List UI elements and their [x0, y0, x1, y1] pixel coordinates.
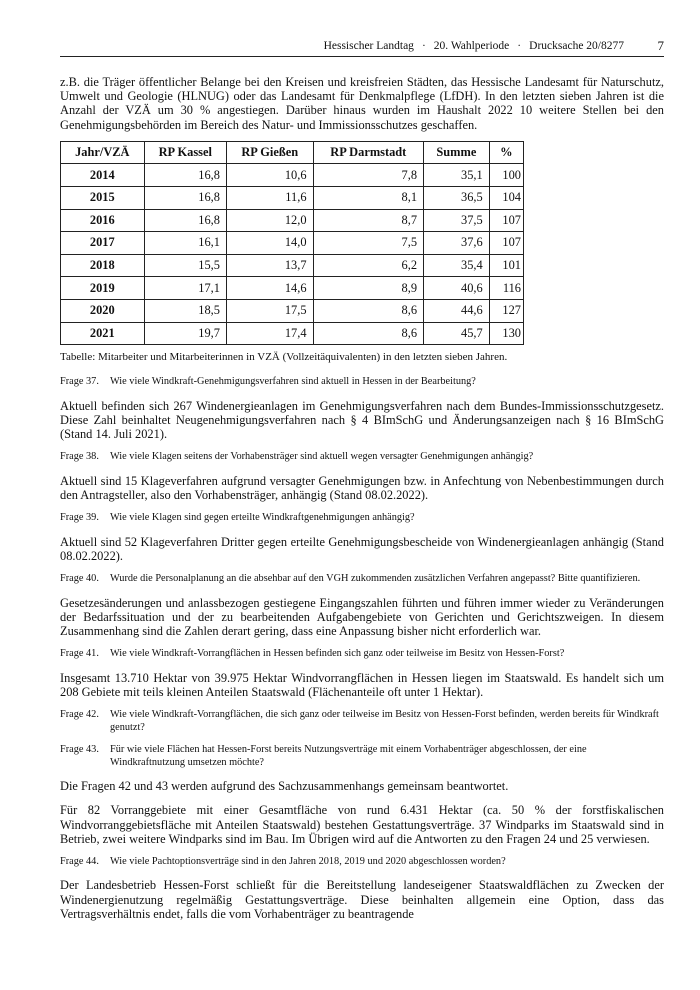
- header-meta: [324, 40, 624, 52]
- table-cell: 17,4: [226, 322, 313, 345]
- answer-42-43: Für 82 Vorranggebiete mit einer Gesamtfläche von rund 6.431 Hektar (ca. 50 % der forstfiskalischen Windvorranggebietsfläche mit Anteilen Staatswald) bestehen Gestattungsverträge. 37 Windparks im Staatswald sind in Betrieb, zwei weitere Windparks sind im Bau. Im Übrigen wird auf die Antworten zu den Fragen 24 und 25 verwiesen.: [60, 803, 664, 846]
- header-period: 20. Wahlperiode: [433, 40, 510, 52]
- question-number: Frage 41.: [60, 648, 99, 660]
- question-number: Frage 38.: [60, 451, 99, 463]
- table-header-cell: Jahr/VZÄ: [61, 141, 145, 164]
- document-page: [60, 38, 664, 921]
- question-42: [60, 709, 664, 734]
- table-year-cell: 2018: [61, 254, 145, 277]
- table-cell: 17,5: [226, 299, 313, 322]
- answer-42-43-intro: Die Fragen 42 und 43 werden aufgrund des Sachzusammenhangs gemeinsam beantwortet.: [60, 779, 509, 794]
- answer-38: Aktuell sind 15 Klageverfahren aufgrund versagter Genehmigungen bzw. in Anfechtung von Nebenbestimmungen durch den Antragsteller, also den Vorhabensträger, anhängig (Stand 08.02.2022).: [60, 473, 664, 502]
- table-cell: 8,6: [313, 299, 424, 322]
- table-year-cell: 2021: [61, 322, 145, 345]
- table-header-cell: RP Darmstadt: [313, 141, 424, 164]
- question-text: Wie viele Klagen sind gegen erteilte Windkraftgenehmigungen anhängig?: [110, 512, 415, 524]
- question-41: [60, 648, 664, 661]
- table-cell: 130: [489, 322, 523, 345]
- table-cell: 7,8: [313, 164, 424, 187]
- table-cell: 37,5: [424, 209, 490, 232]
- table-cell: 16,8: [144, 187, 226, 210]
- table-row: [61, 209, 524, 232]
- table-cell: 7,5: [313, 232, 424, 255]
- table-header-row: [61, 141, 524, 164]
- question-text: Wie viele Pachtoptionsverträge sind in den Jahren 2018, 2019 und 2020 abgeschlossen worden?: [110, 855, 506, 867]
- question-number: Frage 39.: [60, 512, 99, 524]
- table-cell: 45,7: [424, 322, 490, 345]
- question-38: [60, 451, 664, 464]
- vza-table: [60, 141, 524, 345]
- table-cell: 104: [489, 187, 523, 210]
- table-cell: 19,7: [144, 322, 226, 345]
- question-number: Frage 43.: [60, 744, 99, 756]
- header-separator: ·: [421, 40, 426, 52]
- table-year-cell: 2015: [61, 187, 145, 210]
- table-year-cell: 2017: [61, 232, 145, 255]
- table-cell: 17,1: [144, 277, 226, 300]
- answer-39: Aktuell sind 52 Klageverfahren Dritter gegen erteilte Genehmigungsbescheide von Windenergieanlagen anhängig (Stand 08.02.2022).: [60, 534, 664, 563]
- table-row: [61, 187, 524, 210]
- table-cell: 107: [489, 209, 523, 232]
- page-number: 7: [657, 38, 664, 53]
- table-cell: 13,7: [226, 254, 313, 277]
- table-cell: 14,6: [226, 277, 313, 300]
- question-text: Für wie viele Flächen hat Hessen-Forst bereits Nutzungsverträge mit einem Vorhabenträger abgeschlossen, der eine Windkraftnutzung umsetzen möchte?: [110, 744, 587, 768]
- table-cell: 37,6: [424, 232, 490, 255]
- table-year-cell: 2016: [61, 209, 145, 232]
- table-cell: 16,8: [144, 164, 226, 187]
- question-number: Frage 40.: [60, 573, 99, 585]
- table-cell: 6,2: [313, 254, 424, 277]
- table-cell: 35,1: [424, 164, 490, 187]
- table-cell: 101: [489, 254, 523, 277]
- intro-paragraph: z.B. die Träger öffentlicher Belange bei den Kreisen und kreisfreien Städten, das Hessische Landesamt für Naturschutz, Umwelt und Geologie (HLNUG) oder das Landesamt für Denkmalpflege (LfDH). In den letzten sieben Jahren ist die Anzahl der VZÄ um 30 % angestiegen. Darüber hinaus wurden im Haushalt 2022 10 weitere Stellen bei den Genehmigungsbehörden im Bereich des Natur- und Immissionsschutzes geschaffen.: [60, 75, 664, 132]
- page-header: [60, 38, 664, 57]
- table-cell: 12,0: [226, 209, 313, 232]
- table-cell: 10,6: [226, 164, 313, 187]
- table-row: [61, 277, 524, 300]
- header-print-doc: Drucksache 20/8277: [529, 40, 624, 52]
- question-text: Wie viele Klagen seitens der Vorhabensträger sind aktuell wegen versagter Genehmigungen anhängig?: [110, 451, 534, 463]
- table-cell: 100: [489, 164, 523, 187]
- table-cell: 18,5: [144, 299, 226, 322]
- table-cell: 127: [489, 299, 523, 322]
- table-row: [61, 232, 524, 255]
- table-row: [61, 322, 524, 345]
- table-cell: 35,4: [424, 254, 490, 277]
- question-text: Wie viele Windkraft-Genehmigungsverfahren sind aktuell in Hessen in der Bearbeitung?: [110, 376, 476, 388]
- question-37: [60, 376, 664, 389]
- question-39: [60, 512, 664, 525]
- table-cell: 11,6: [226, 187, 313, 210]
- table-row: [61, 164, 524, 187]
- question-text: Wie viele Windkraft-Vorrangflächen in Hessen befinden sich ganz oder teilweise im Besitz von Hessen-Forst?: [110, 648, 565, 660]
- table-body: [61, 164, 524, 345]
- table-cell: 8,6: [313, 322, 424, 345]
- table-cell: 15,5: [144, 254, 226, 277]
- table-cell: 36,5: [424, 187, 490, 210]
- header-parliament: Hessischer Landtag: [323, 40, 414, 52]
- table-cell: 8,7: [313, 209, 424, 232]
- question-number: Frage 44.: [60, 855, 99, 867]
- answer-40: Gesetzesänderungen und anlassbezogen gestiegene Eingangszahlen führten und führen immer wieder zu Veränderungen der Bedarfssituation und der zu bearbeitenden Aufgabengebiete von Gerichten und Gerichtszweigen. In diesem Zusammenhang sind die Zahlen derart gering, dass eine Anpassung bisher nicht erforderlich war.: [60, 595, 664, 638]
- question-number: Frage 42.: [60, 709, 99, 721]
- table-caption: Tabelle: Mitarbeiter und Mitarbeiterinnen in VZÄ (Vollzeitäquivalenten) in den letzten sieben Jahren.: [60, 351, 508, 364]
- table-cell: 44,6: [424, 299, 490, 322]
- table-cell: 116: [489, 277, 523, 300]
- table-row: [61, 299, 524, 322]
- table-header-cell: Summe: [424, 141, 490, 164]
- question-text: Wurde die Personalplanung an die absehbar auf den VGH zukommenden zusätzlichen Verfahren angepasst? Bitte quantifizieren.: [110, 573, 641, 585]
- table-year-cell: 2020: [61, 299, 145, 322]
- answer-41: Insgesamt 13.710 Hektar von 39.975 Hektar Windvorrangflächen in Hessen liegen im Staatswald. Es handelt sich um 208 Gebiete mit teils kleinen Anteilen Staatswald (Flächenanteile oft unter 1 Hektar).: [60, 670, 664, 699]
- table-cell: 16,1: [144, 232, 226, 255]
- header-separator: ·: [517, 40, 522, 52]
- table-header-cell: %: [489, 141, 523, 164]
- table-cell: 8,9: [313, 277, 424, 300]
- table-cell: 14,0: [226, 232, 313, 255]
- table-cell: 107: [489, 232, 523, 255]
- table-cell: 40,6: [424, 277, 490, 300]
- question-40: [60, 573, 664, 586]
- question-text: Wie viele Windkraft-Vorrangflächen, die sich ganz oder teilweise im Besitz von Hessen-Forst befinden, werden bereits für Windkraft genutzt?: [110, 709, 659, 733]
- question-43: [60, 744, 664, 769]
- table-cell: 16,8: [144, 209, 226, 232]
- answer-44: Der Landesbetrieb Hessen-Forst schließt für die Bereitstellung landeseigener Staatswaldflächen zu Zwecken der Windenergienutzung regelmäßig Gestattungsverträge. Diese beinhalten allgemein eine Option, dass das Vertragsverhältnis endet, falls die vom Vorhabenträger zu beantragende: [60, 878, 664, 921]
- table-cell: 8,1: [313, 187, 424, 210]
- table-year-cell: 2014: [61, 164, 145, 187]
- table-header-cell: RP Gießen: [226, 141, 313, 164]
- answer-37: Aktuell befinden sich 267 Windenergieanlagen im Genehmigungsverfahren nach dem Bundes-Immissionsschutzgesetz. Diese Zahl beinhaltet Neugenehmigungsverfahren nach § 4 BImSchG und Änderungsanzeigen nach § 16 BImSchG (Stand 14. Juli 2021).: [60, 398, 664, 442]
- question-44: [60, 856, 664, 869]
- question-number: Frage 37.: [60, 376, 99, 388]
- table-year-cell: 2019: [61, 277, 145, 300]
- table-header-cell: RP Kassel: [144, 141, 226, 164]
- table-row: [61, 254, 524, 277]
